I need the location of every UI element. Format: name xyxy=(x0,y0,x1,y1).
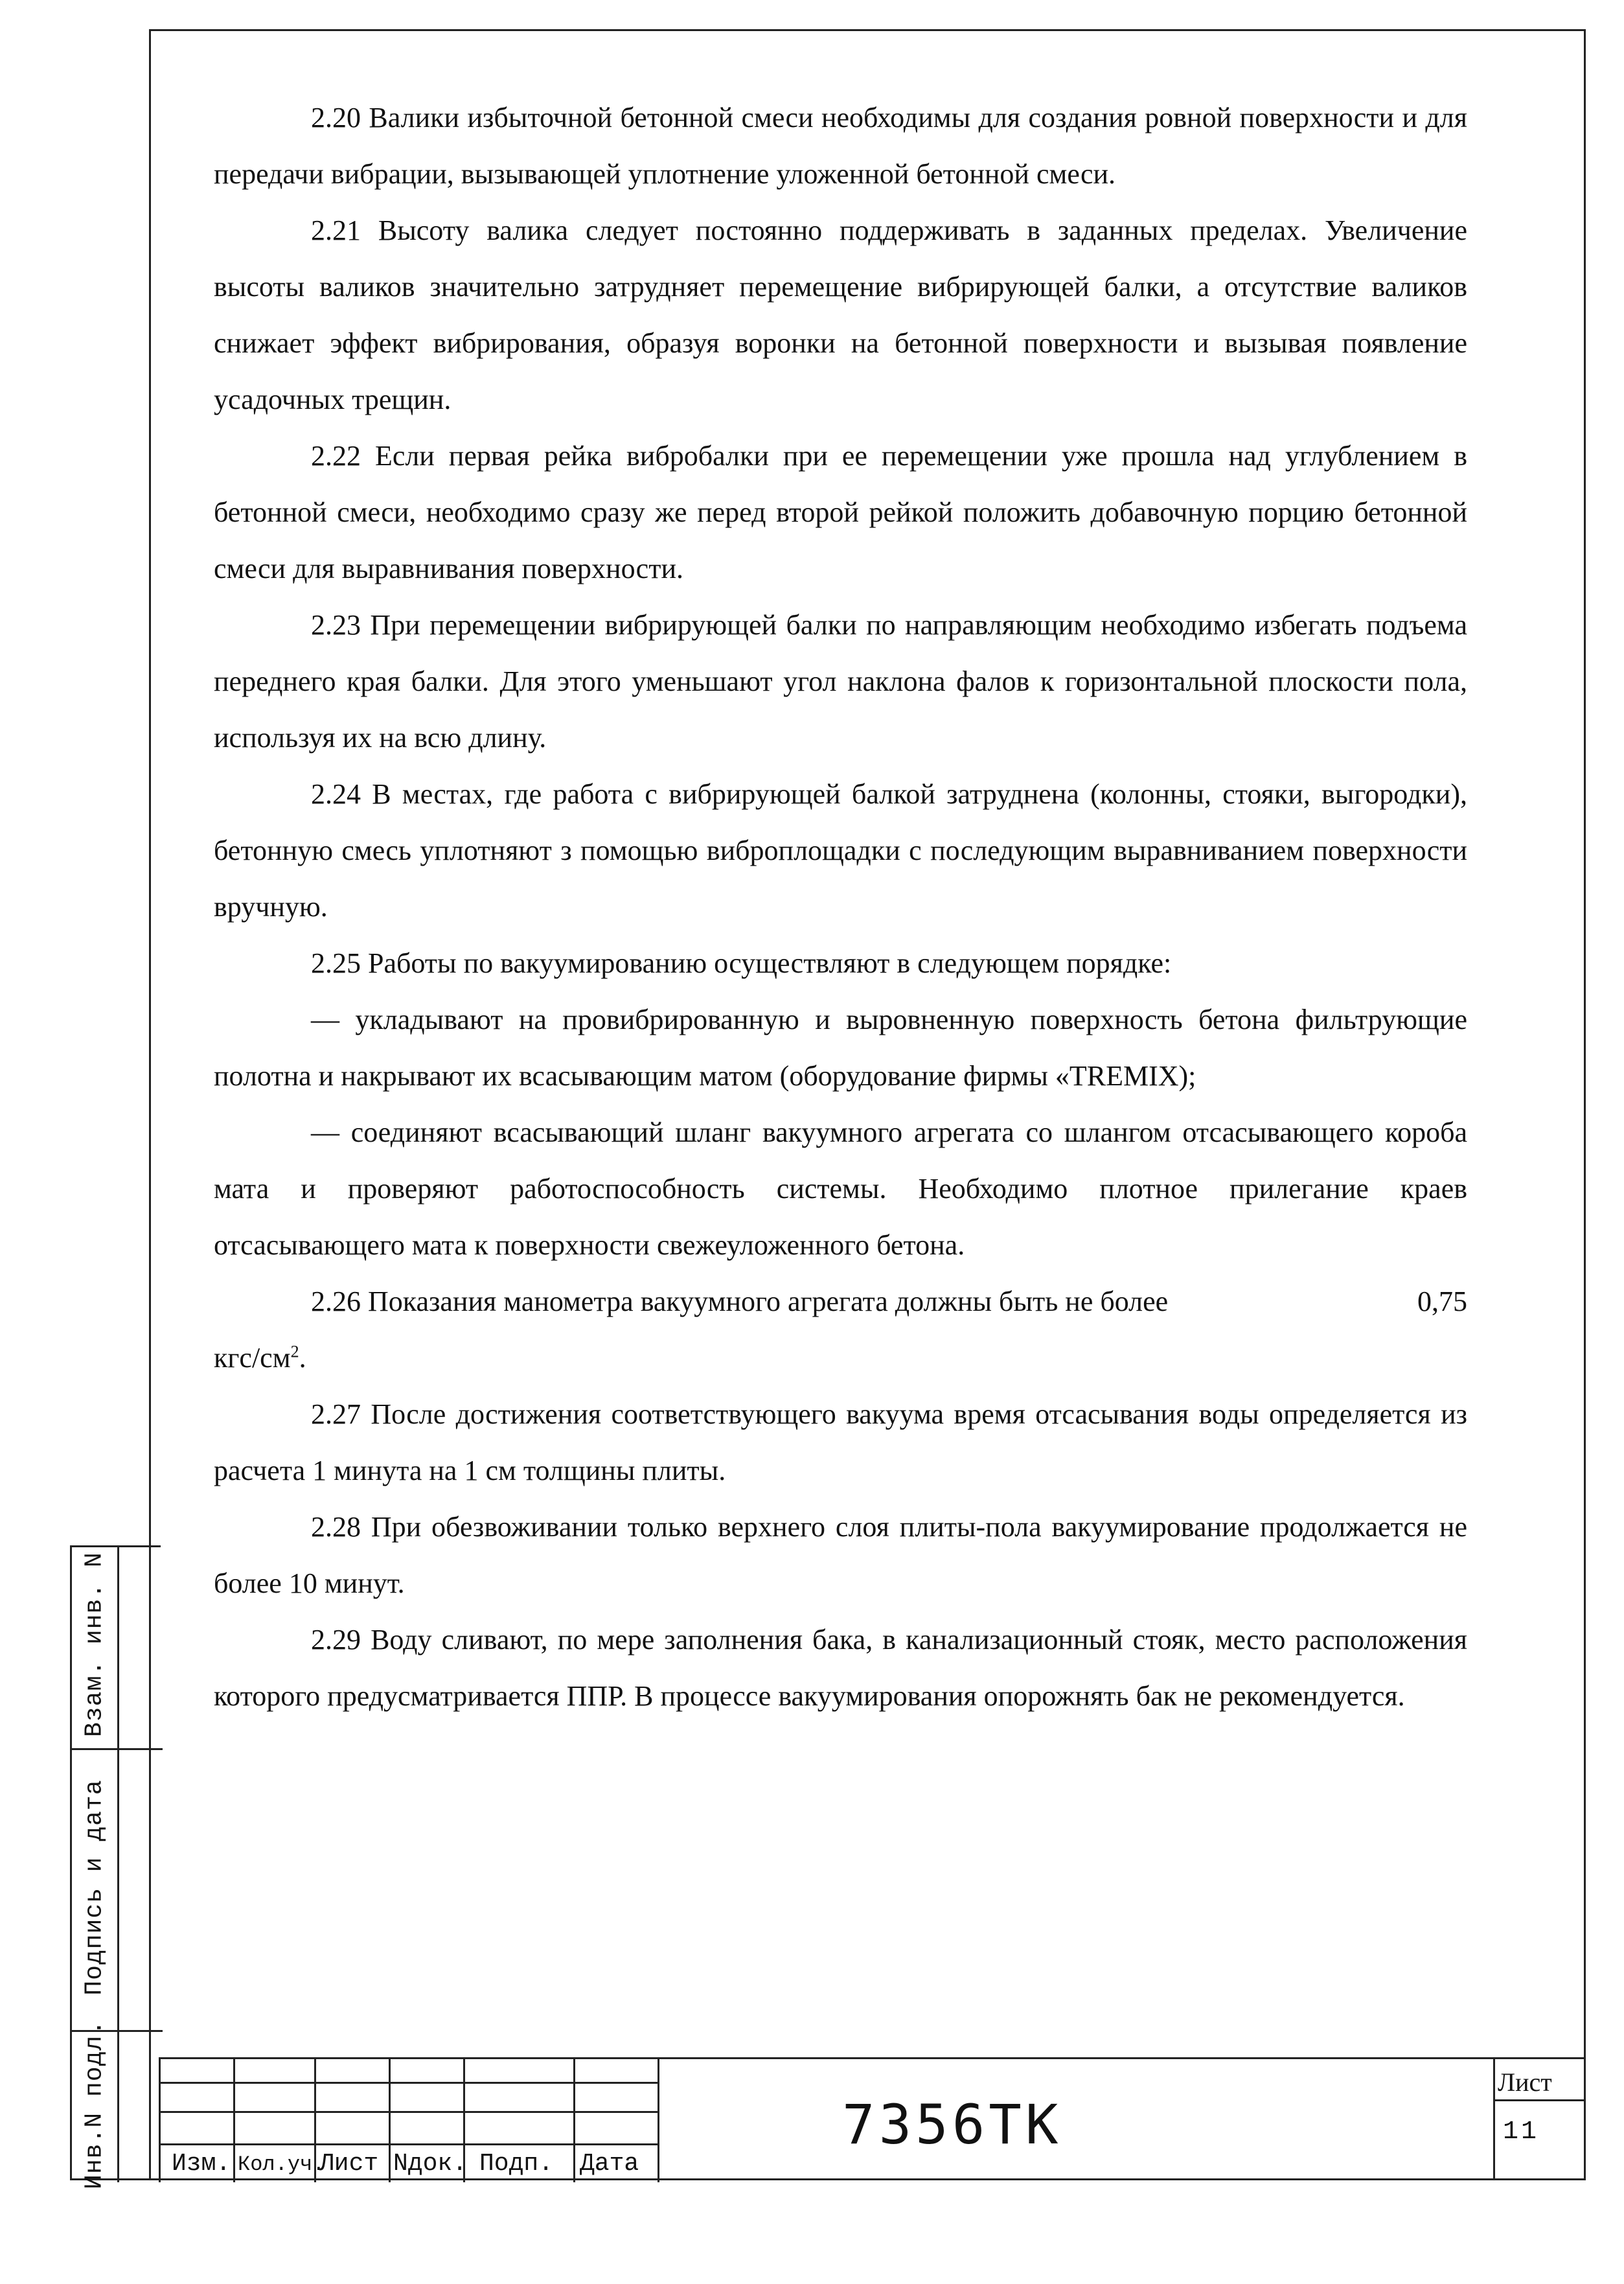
paragraph-2-26 xyxy=(214,1273,1467,1386)
paragraph-2-25: 2.25 Работы по вакуумированию осуществляют в следующем порядке: xyxy=(311,947,1172,979)
pressure-unit: кгс/$см^2$. xyxy=(214,1342,306,1374)
paragraph-2-23: 2.23 При перемещении вибрирующей балки по направляющим необходимо избегать подъема переднего края балки. Для этого уменьшают угол наклона фалов к горизонтальной плоскости пола, используя их на всю длину. xyxy=(214,609,1467,754)
list-item-filter: — укладывают на провибрированную и выровненную поверхность бетона фильтрующие полотна и накрывают их всасывающим матом (оборудование фирмы «TREMIX); xyxy=(214,1004,1467,1092)
side-inv-podl: Инв.N подл. xyxy=(80,2020,109,2189)
paragraph-2-29: 2.29 Воду сливают, по мере заполнения бака, в канализационный стояк, место расположения которого предусматривается ППР. В процессе вакуумирования опорожнять бак не рекомендуется. xyxy=(214,1624,1467,1712)
paragraph-2-27: 2.27 После достижения соответствующего вакуума время отсасывания воды определяется из расчета 1 минута на 1 см толщины плиты. xyxy=(214,1398,1467,1486)
side-podpis-data: Подпись и дата xyxy=(80,1779,109,1996)
col-koluch: Кол.уч. xyxy=(238,2152,325,2176)
sheet-label: Лист xyxy=(1498,2068,1552,2097)
col-izm: Изм. xyxy=(172,2150,231,2178)
list-item-hose: — соединяют всасывающий шланг вакуумного агрегата со шлангом отсасывающего короба мата и проверяют работоспособность системы. Необходимо плотное прилегание краев отсасывающего мата к поверхности свежеуложенного бетона. xyxy=(214,1116,1467,1261)
revision-grid xyxy=(159,2059,658,2182)
col-list: Лист xyxy=(319,2150,379,2178)
paragraph-2-26-text: 2.26 Показания манометра вакуумного агрегата должны быть не более xyxy=(311,1286,1169,1317)
col-podp: Подп. xyxy=(479,2150,554,2178)
paragraph-2-24: 2.24 В местах, где работа с вибрирующей балкой затруднена (колонны, стояки, выгородки), бетонную смесь уплотняют з помощью виброплощадки с последующим выравниванием поверхности вручную. xyxy=(214,778,1467,923)
col-data: Дата xyxy=(580,2150,639,2178)
pressure-value: 0,75 xyxy=(1417,1286,1467,1317)
paragraph-2-28: 2.28 При обезвоживании только верхнего слоя плиты-пола вакуумирование продолжается не более 10 минут. xyxy=(214,1511,1467,1599)
side-stamp xyxy=(70,1545,161,2189)
document-code: 7356ТК xyxy=(842,2093,1062,2156)
paragraph-2-20: 2.20 Валики избыточной бетонной смеси необходимы для создания ровной поверхности и для передачи вибрации, вызывающей уплотнение уложенной бетонной смеси. xyxy=(214,102,1467,190)
paragraph-2-22: 2.22 Если первая рейка вибробалки при ее перемещении уже прошла над углублением в бетонной смеси, необходимо сразу же перед второй рейкой положить добавочную порцию бетонной смеси для выравнивания поверхности. xyxy=(214,440,1467,584)
side-vzam-inv: Взам. инв. N xyxy=(80,1552,109,1737)
col-ndok: Nдок. xyxy=(393,2150,468,2178)
sheet-number: 11 xyxy=(1503,2117,1540,2147)
paragraph-2-21: 2.21 Высоту валика следует постоянно поддерживать в заданных пределах. Увеличение высоты валиков значительно затрудняет перемещение вибрирующей балки, а отсутствие валиков снижает эффект вибрирования, образуя воронки на бетонной поверхности и вызывая появление усадочных трещин. xyxy=(214,214,1467,415)
document-body xyxy=(214,89,1467,1724)
